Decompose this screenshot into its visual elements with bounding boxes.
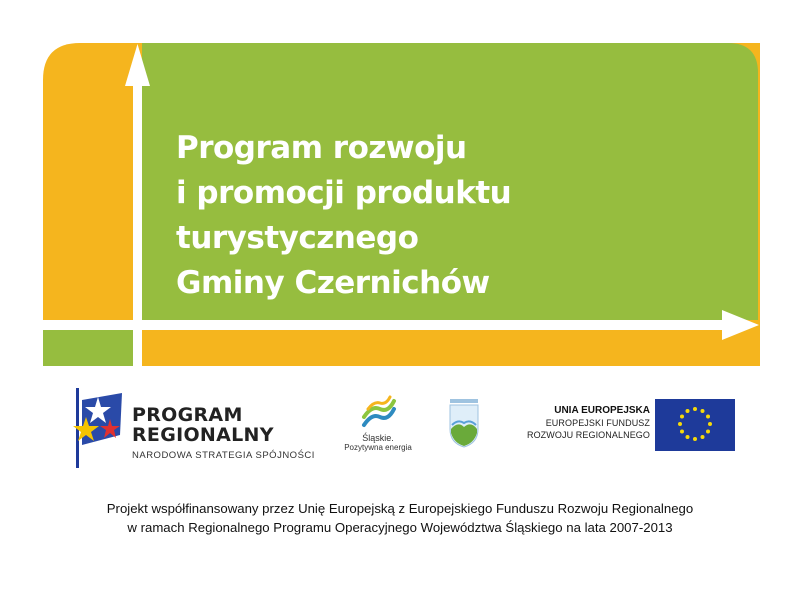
title-line: Gminy Czernichów: [176, 265, 490, 301]
eu-regional-label: ROZWOJU REGIONALNEGO: [526, 430, 650, 440]
strategy-label: NARODOWA STRATEGIA SPÓJNOŚCI: [132, 450, 315, 461]
regionalny-label: REGIONALNY: [132, 424, 274, 446]
slaskie-name: Śląskie.: [362, 433, 394, 443]
eu-flag-icon: [655, 399, 735, 451]
slaskie-logo: [338, 395, 418, 465]
funding-footer: [0, 499, 800, 537]
slaskie-tagline: Pozytywna energia: [344, 443, 412, 452]
eu-union-label: UNIA EUROPEJSKA: [554, 405, 650, 416]
footer-line: w ramach Regionalnego Programu Operacyjnego Województwa Śląskiego na lata 2007-2013: [127, 520, 673, 535]
program-regionalny-logo: [62, 385, 322, 470]
program-label: PROGRAM: [132, 404, 243, 426]
green-corner: [43, 330, 133, 366]
banner-title: [176, 126, 696, 306]
slaskie-waves-icon: [358, 395, 398, 431]
title-line: Program rozwoju: [176, 130, 467, 166]
stars-icon: [62, 385, 130, 470]
eu-text: [500, 405, 650, 441]
horizontal-axis-line: [43, 320, 733, 330]
title-line: turystycznego: [176, 220, 419, 256]
program-regionalny-text: [132, 405, 315, 461]
eu-fund-label: EUROPEJSKI FUNDUSZ: [545, 418, 650, 428]
footer-line: Projekt współfinansowany przez Unię Europejską z Europejskiego Funduszu Rozwoju Regionalnego: [106, 501, 694, 516]
title-line: i promocji produktu: [176, 175, 512, 211]
czernichow-crest-icon: [444, 397, 484, 449]
